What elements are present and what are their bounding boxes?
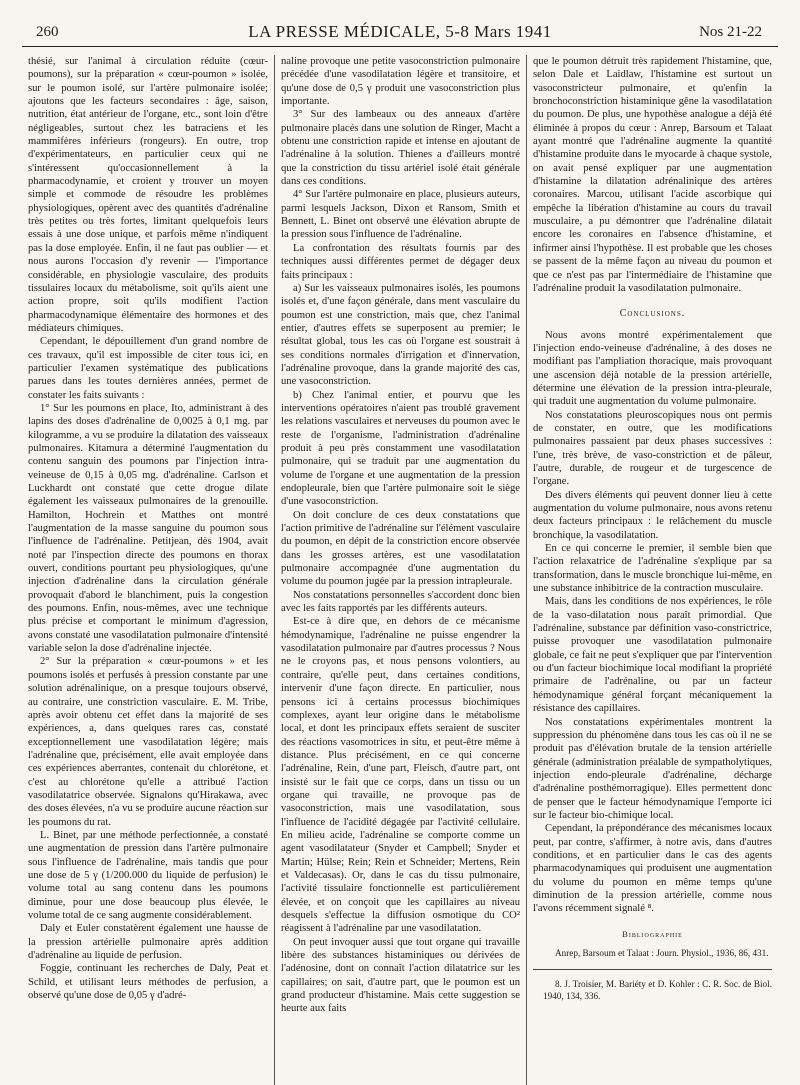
paragraph: En ce qui concerne le premier, il semble bien que l'action relaxatrice de l'adrénaline s'explique par sa transformation, dans le muscle bronchique lui-même, en une substance inhibitrice de la contraction musculaire.: [533, 543, 772, 595]
paragraph: 2° Sur la préparation « cœur-poumons » et les poumons isolés et perfusés à pression constante par une solution adrénalinique, on a presque toujours observé, au contraire, une constriction vasculaire. E. M. Tribe, après avoir obtenu cet effet dans la majorité de ses expériences, a, dans quelques rares cas, constaté exceptionnellement une vasodilatation légère; mais l'adrénaline que, précisément, elle avait employée dans ces expériences aberrantes, contenait du chlorétone, et c'est au chlorétone qu'elle a attribué l'action vasodilatatrice observée. Signalons qu'Hirakawa, avec des doses élevées, n'a vu se produire aucune réaction sur les poumons du rat.: [28, 656, 268, 828]
conclusions-heading: Conclusions.: [619, 308, 686, 320]
column-right: [526, 55, 778, 1085]
paragraph: Nos constatations pleuroscopiques nous ont permis de constater, en outre, que les modifications pulmonaires passaient par deux phases successives : l'une, très brève, de vaso-constriction et de pâleur, l'autre, durable, de rougeur et de turgescence de l'organe.: [533, 409, 772, 488]
paragraph: Daly et Euler constatèrent également une hausse de la pression artérielle pulmonaire après addition d'adrénaline au liquide de perfusion.: [28, 923, 268, 962]
paragraph: que le poumon détruit très rapidement l'histamine, que, selon Dale et Laidlaw, l'histamine est surtout un vasoconstricteur pulmonaire, et qu'enfin la bronchoconstriction histaminique gêne la vasodilatation du poumon. De plus, une hypothèse analogue a déjà été éliminée à propos du cœur : Anrep, Barsoum et Talaat ayant montré que l'adrénaline augmente la quantité d'histamine produite dans le myocarde à chaque systole, on avait pensé expliquer par une augmentation d'histamine la dilatation adrénalinique des artères coronaires. Marcou, utilisant l'acide ascorbique qui empêche la libération d'histamine au cours du travail musculaire, a pu démontrer que l'adrénaline dilatait encore les coronaires en l'absence d'histamine, et infirmer ainsi l'hypothèse. Il est probable que les choses se passent de la même façon au niveau du poumon et que ce n'est pas par l'intermédiaire de l'histamine que l'adrénaline produit la vasodilatation pulmonaire.: [533, 56, 772, 294]
column-middle: [274, 55, 526, 1085]
bibliography-entry: 8. J. Troisier, M. Bariéty et D. Kohler : C. R. Soc. de Biol. 1940, 134, 336.: [543, 979, 772, 1001]
paragraph: Foggie, continuant les recherches de Daly, Peat et Schild, et utilisant leurs méthodes de perfusion, a observé qu'une dose de 0,05 γ d'adré-: [28, 963, 268, 1002]
paragraph: naline provoque une petite vasoconstriction pulmonaire précédée d'une vasodilatation légère et transitoire, et qu'une dose de 0,5 γ produit une vasoconstriction plus importante.: [281, 56, 520, 108]
bibliography-entry: Anrep, Barsoum et Talaat : Journ. Physiol., 1936, 86, 431.: [555, 948, 769, 958]
paragraph: 3° Sur des lambeaux ou des anneaux d'artère pulmonaire placés dans une solution de Ringer, Macht a obtenu une constriction rapide et intense en ajoutant de l'adrénaline à la solution. Thienes a d'ailleurs montré que la constriction du tissu artériel isolé était générale dans ces conditions.: [281, 109, 520, 188]
paragraph: 4° Sur l'artère pulmonaire en place, plusieurs auteurs, parmi lesquels Jackson, Dixon et Ransom, Smith et Bennett, L. Binet ont observé une élévation abrupte de la pression sous l'influence de l'adrénaline.: [281, 189, 520, 241]
paragraph: On peut invoquer aussi que tout organe qui travaille libère des substances histaminiques ou dérivées de l'adénosine, dont on connaît l'action dilatatrice sur les capillaires; on sait, d'autre part, que le poumon est un grand producteur d'histamine. Mais cette suggestion se heurte aux faits: [281, 936, 520, 1015]
paragraph: Est-ce à dire que, en dehors de ce mécanisme hémodynamique, l'adrénaline ne puisse engendrer la vasodilatation pulmonaire par d'autres processus ? Nous ne le croyons pas, et nous pensons volontiers, au contraire, qu'elle peut, dans certaines conditions, intervenir d'une façon directe. En particulier, nous pensons ici à certains processus biochimiques complexes, ayant leur origine dans le métabolisme local, et dont les principaux effets seraient de susciter des réactions vasomotrices in situ, et peut-être même à distance. Plus précisément, en ce qui concerne l'adrénaline, Rein, d'une part, Fleisch, d'autre part, ont insisté sur le fait que ce corps, dans un tissu ou un organe qui travaille, ne provoque pas de vasoconstriction, mais une vasodilatation, sous l'influence de l'acidité dégagée par l'activité cellulaire. En milieu acide, l'adrénaline se comporte comme un agent vasodilatateur (Snyder et Campbell; Snyder et Martin; Hülse; Rein; Rein et Schneider; Mertens, Rein et Valdecasas). Or, dans le cas du tissu pulmonaire, l'activité tissulaire fonctionnelle est particulièrement élevée, et on conçoit que les capillaires au niveau desquels s'effectue la diffusion osmotique du CO² réagissent à l'adrénaline par une vasodilatation.: [281, 616, 520, 935]
page-header: [22, 22, 778, 47]
paragraph: thésié, sur l'animal à circulation réduite (cœur-poumons), sur la préparation « cœur-poumon » isolée, sur le poumon isolé, sur l'artère pulmonaire isolée; ajoutons que les facteurs secondaires : âge, saison, nutrition, état antérieur de l'organe, etc., sont loin d'être négligeables, surtout chez les batraciens et les mammifères inférieurs (rongeurs). En outre, trop d'expérimentateurs, en particulier ceux qui ne s'intéressent qu'occasionnellement à la pharmacodynamie, et croient y trouver un moyen simple et commode de résoudre les problèmes physiologiques, opèrent avec des quantités d'adrénaline très petites ou très fortes, limitant quelquefois leurs essais à une dose unique, et parfois même n'indiquent pas la dose employée. Enfin, il ne faut pas oublier — et nous aurons l'occasion d'y revenir — l'importance considérable, en physiologie vasculaire, des produits tissulaires locaux du métabolisme, soit qu'ils aient une action propre, soit qu'ils modifient l'action pharmacodynamique élémentaire des hormones et des médiateurs chimiques.: [28, 56, 268, 334]
paragraph: 1° Sur les poumons en place, Ito, administrant à des lapins des doses d'adrénaline de 0,0025 à 0,1 mg. par kilogramme, a vu se produire la dilatation des vaisseaux pulmonaires. Kitamura a déterminé l'augmentation du contenu sanguin des poumons par l'injection intra-veineuse de 0,15 à 0,05 mg. d'adrénaline. Carlson et Luckhardt ont constaté que cette drogue dilate également les vaisseaux pulmonaires de la grenouille. Hamilton, Hochrein et Matthes ont montré l'augmentation de la masse sanguine du poumon sous l'influence de l'adrénaline. Petitjean, dès 1904, avait noté par l'inspection directe des poumons en thorax ouvert, conditions pourtant peu physiologiques, qu'une injection d'adrénaline dans la circulation générale provoquait d'abord le blanchiment, puis la congestion des poumons. Enfin, nous-mêmes, avec une technique plus précise et comportant le minimum d'agression, avons constaté une vasodilatation pulmonaire d'intensité variable selon la dose d'adrénaline injectée.: [28, 402, 268, 655]
journal-title: LA PRESSE MÉDICALE, 5-8 Mars 1941: [248, 22, 552, 41]
paragraph: L. Binet, par une méthode perfectionnée, a constaté une augmentation de pression dans l'artère pulmonaire sous l'influence de l'adrénaline, mais tandis que pour une dose de 5 γ (1/200.000 du liquide de perfusion) le volume total au sang contenu dans les poumons diminue, pour une dose beaucoup plus élevée, le volume total de ce sang augmente considérablement.: [28, 829, 268, 921]
paragraph: La confrontation des résultats fournis par des techniques aussi différentes permet de dégager deux faits principaux :: [281, 242, 520, 281]
paragraph: On doit conclure de ces deux constatations que l'action primitive de l'adrénaline sur l'élément vasculaire du poumon, en dépit de la constriction encore observée dans les grosses artères, est une vasodilatation pulmonaire accompagnée d'une augmentation du volume du poumon jugée par la pression intrapleurale.: [281, 509, 520, 588]
paragraph: Cependant, la prépondérance des mécanismes locaux peut, par contre, s'affirmer, à notre avis, dans d'autres conditions, et en particulier dans le cas des agents pharmacodynamiques qui produisent une augmentation du volume du poumon en même temps qu'une diminution de la pression artérielle, comme nous l'avons récemment signalé ⁸.: [533, 823, 772, 915]
issue-numbers: Nos 21-22: [699, 24, 762, 40]
paragraph: Nous avons montré expérimentalement que l'injection endo-veineuse d'adrénaline, à des doses ne modifiant pas l'ampliation thoracique, mais provoquant une ascension déjà notable de la pression artérielle, détermine une élévation de la pression intra-pleurale, qui traduit une augmentation du volume pulmonaire.: [533, 329, 772, 408]
paragraph: Nos constatations personnelles s'accordent donc bien avec les faits rapportés par les différents auteurs.: [281, 589, 520, 615]
bibliography-divider: [533, 969, 772, 970]
bibliography-heading: Bibliographie: [622, 928, 683, 939]
paragraph: b) Chez l'animal entier, et pourvu que les interventions opératoires n'aient pas troublé gravement les relations vasculaires et nerveuses du poumon avec le reste de l'organisme, l'administration d'adrénaline produit à peu près constamment une vasodilatation pulmonaire, qui se traduit par une augmentation du volume de l'organe et une augmentation de la pression endopleurale, bien que l'artère pulmonaire soit le siège d'une vasoconstriction.: [281, 389, 520, 508]
paragraph: Nos constatations expérimentales montrent la suppression du phénomène dans tous les cas où il ne se produit pas d'élévation brutale de la tension artérielle générale (administration préalable de sympatholytiques, injection endo-pleurale d'adrénaline, décharge d'adrénaline posthémorragique). Elles permettent donc de penser que le facteur hémodynamique l'emporte ici sur le facteur bio-chimique local.: [533, 716, 772, 821]
paragraph: Cependant, le dépouillement d'un grand nombre de ces travaux, qu'il est impossible de citer tous ici, en particulier l'examen systématique des publications parues dans les toutes dernières années, permet de constater les faits suivants :: [28, 336, 268, 401]
column-left: [22, 55, 274, 1085]
paragraph: Mais, dans les conditions de nos expériences, le rôle de la vaso-dilatation nous paraît primordial. Que l'adrénaline, substance par définition vaso-constrictrice, puisse provoquer une vasodilatation pulmonaire globale, ce fait ne peut s'expliquer que par l'intervention ou d'un facteur biochimique local modifiant la propriété primaire de l'adrénaline, ou par un facteur hémodynamique général forçant mécaniquement la résistance des capillaires.: [533, 596, 772, 715]
paragraph: a) Sur les vaisseaux pulmonaires isolés, les poumons isolés et, d'une façon générale, dans ment vasculaire du poumon est une constriction, mais que, chez l'animal entier, d'autres effets se superposent au premier; le résultat global, tous les cas où l'organe est soustrait à ses conditions normales d'irrigation et d'innervation, l'adrénaline provoque, dans la grande majorité des cas, une vasoconstriction.: [281, 282, 520, 388]
text-columns: [22, 55, 778, 1085]
page-number: 260: [36, 24, 59, 40]
paragraph: Des divers éléments qui peuvent donner lieu à cette augmentation du volume pulmonaire, nous avons retenu deux facteurs principaux : le relâchement du muscle bronchique, la vasodilatation.: [533, 489, 772, 541]
